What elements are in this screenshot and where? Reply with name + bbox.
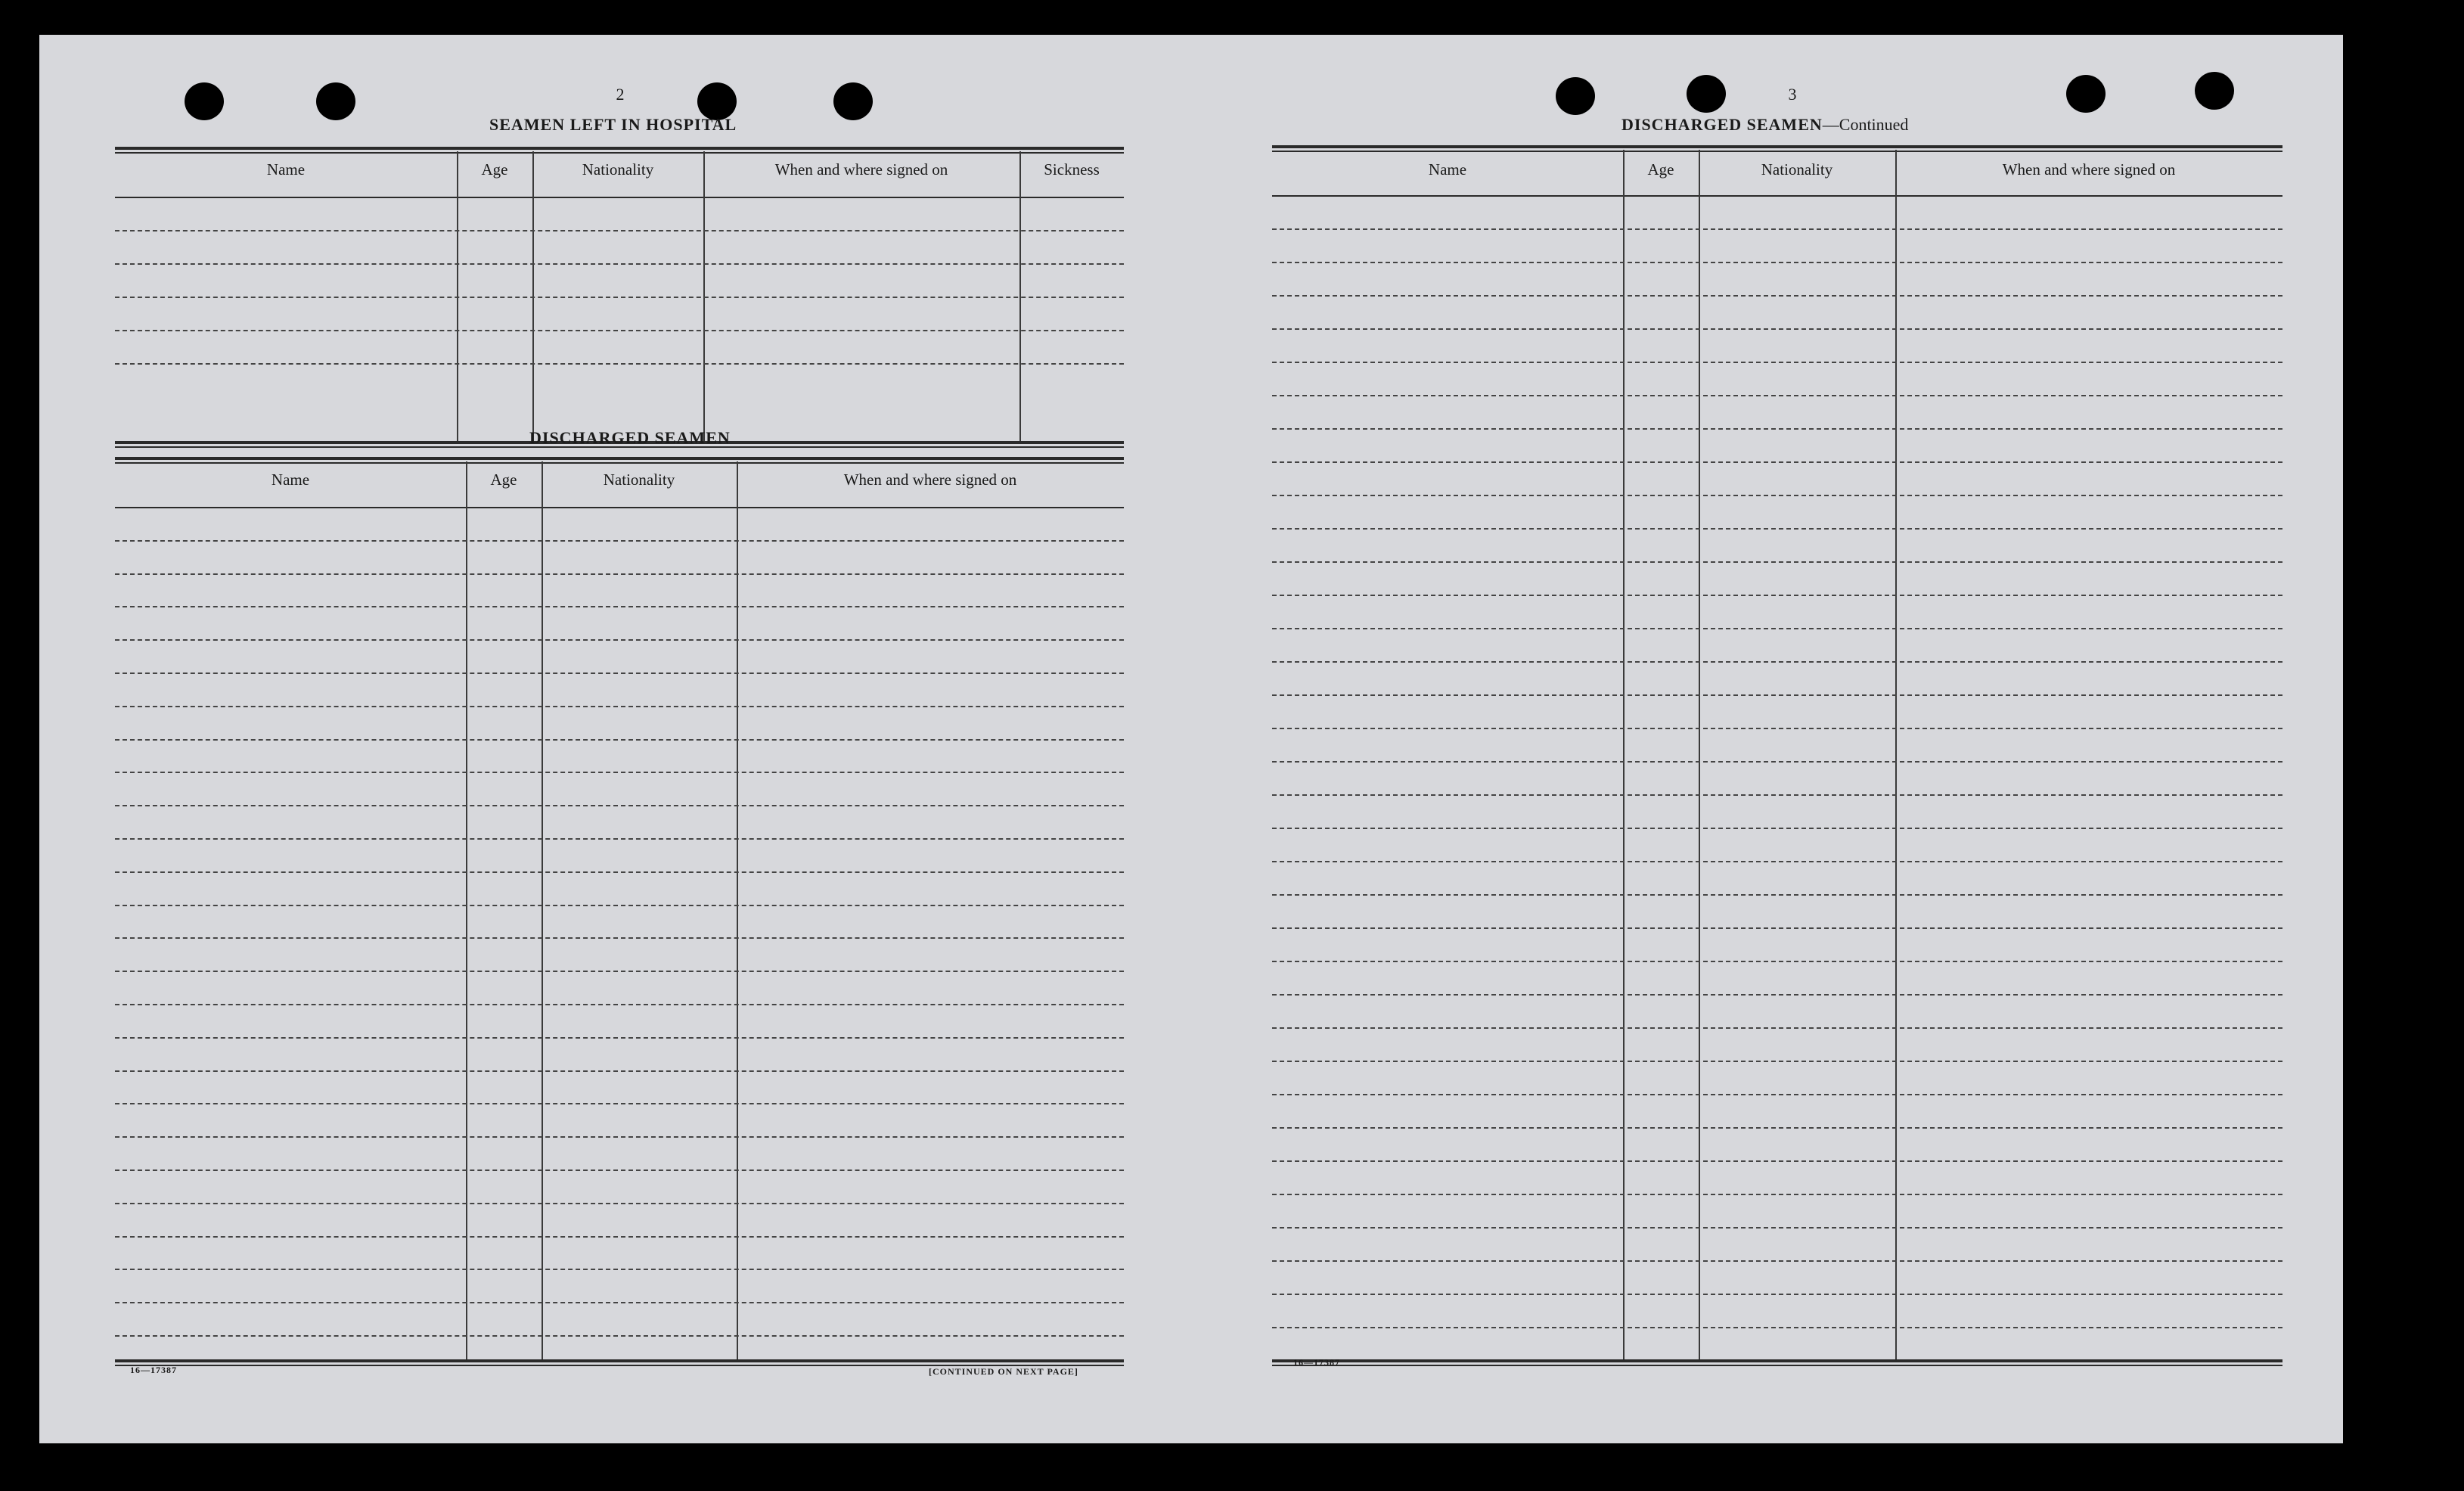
table-row	[115, 772, 1124, 773]
column-header: Age	[1647, 160, 1674, 179]
table-row	[1272, 461, 2282, 463]
table-row	[1272, 994, 2282, 996]
table-row	[1272, 1127, 2282, 1129]
table-row	[115, 673, 1124, 674]
table-row	[115, 639, 1124, 641]
table-bottom-rule	[1272, 1359, 2282, 1366]
punch-hole	[833, 82, 873, 120]
table-row	[1272, 1260, 2282, 1262]
table-row	[1272, 228, 2282, 230]
table-row	[1272, 728, 2282, 729]
punch-hole	[1556, 77, 1595, 115]
section-title-hospital: SEAMEN LEFT IN HOSPITAL	[489, 115, 737, 134]
column-divider	[542, 461, 543, 1362]
column-header: Sickness	[1044, 160, 1100, 179]
page-number: 3	[1788, 85, 1797, 104]
table-row	[115, 905, 1124, 906]
discharged-table	[115, 457, 1124, 1362]
table-row	[1272, 828, 2282, 829]
column-divider	[1623, 150, 1625, 1362]
column-header: When and where signed on	[774, 160, 948, 179]
table-row	[1272, 295, 2282, 297]
table-row	[1272, 694, 2282, 696]
table-row	[115, 330, 1124, 331]
form-sheet	[39, 35, 2343, 1443]
punch-hole	[185, 82, 224, 120]
form-number: 16—17387	[130, 1365, 177, 1375]
table-row	[1272, 395, 2282, 396]
table-row	[115, 363, 1124, 365]
table-row	[115, 971, 1124, 972]
punch-hole	[2066, 75, 2106, 113]
table-row	[1272, 595, 2282, 596]
table-row	[1272, 961, 2282, 962]
table-row	[115, 937, 1124, 939]
table-row	[115, 1103, 1124, 1104]
column-header: Nationality	[582, 160, 654, 179]
table-row	[1272, 561, 2282, 563]
table-row	[1272, 661, 2282, 663]
table-row	[115, 606, 1124, 607]
table-row	[1272, 1294, 2282, 1295]
column-header: Nationality	[603, 471, 675, 489]
table-row	[115, 263, 1124, 265]
column-header: Nationality	[1761, 160, 1833, 179]
column-header: Age	[490, 471, 517, 489]
column-header: Name	[266, 160, 306, 179]
table-bottom-rule	[115, 1359, 1124, 1366]
column-divider	[737, 461, 738, 1362]
table-row	[115, 573, 1124, 575]
table-row	[1272, 1327, 2282, 1328]
column-header: Name	[1428, 160, 1467, 179]
punch-hole	[316, 82, 355, 120]
header-rule	[1272, 195, 2282, 197]
table-row	[115, 1236, 1124, 1238]
table-row	[1272, 1027, 2282, 1029]
table-row	[115, 871, 1124, 873]
header-rule	[115, 507, 1124, 508]
column-header: When and where signed on	[2002, 160, 2176, 179]
table-row	[115, 1302, 1124, 1303]
table-top-rule	[115, 147, 1124, 154]
page-number: 2	[616, 85, 625, 104]
punch-hole	[2195, 72, 2234, 110]
section-title-discharged-continued	[1621, 115, 1908, 135]
table-row	[115, 230, 1124, 231]
table-row	[1272, 1061, 2282, 1062]
column-header: Name	[271, 471, 310, 489]
table-row	[1272, 1160, 2282, 1162]
table-row	[1272, 495, 2282, 496]
table-row	[115, 1136, 1124, 1138]
continued-note: [CONTINUED ON NEXT PAGE]	[929, 1366, 1078, 1377]
table-row	[115, 1269, 1124, 1270]
table-row	[115, 838, 1124, 840]
table-row	[1272, 528, 2282, 530]
table-row	[1272, 761, 2282, 763]
hospital-table	[115, 147, 1124, 443]
punch-hole	[1687, 75, 1726, 113]
table-row	[115, 1335, 1124, 1337]
column-divider	[1895, 150, 1897, 1362]
table-row	[1272, 794, 2282, 796]
form-number: 16—17387	[1293, 1357, 1340, 1368]
discharged-continued-table	[1272, 145, 2282, 1362]
column-divider	[466, 461, 467, 1362]
table-row	[115, 805, 1124, 806]
table-row	[115, 1203, 1124, 1204]
table-row	[1272, 428, 2282, 430]
table-row	[115, 1070, 1124, 1072]
table-row	[1272, 1194, 2282, 1195]
table-row	[115, 1170, 1124, 1171]
table-row	[115, 297, 1124, 298]
table-row	[1272, 262, 2282, 263]
table-row	[1272, 927, 2282, 929]
section-title-main: DISCHARGED SEAMEN	[1621, 115, 1823, 134]
table-row	[1272, 861, 2282, 862]
table-row	[115, 540, 1124, 542]
table-row	[115, 706, 1124, 707]
header-rule	[115, 197, 1124, 198]
table-row	[115, 739, 1124, 741]
column-divider	[1699, 150, 1700, 1362]
table-row	[1272, 1094, 2282, 1095]
table-row	[1272, 362, 2282, 363]
section-title-suffix: —Continued	[1822, 115, 1909, 134]
table-row	[1272, 628, 2282, 629]
section-title-discharged: DISCHARGED SEAMEN	[529, 428, 731, 447]
table-top-rule	[115, 457, 1124, 464]
table-row	[1272, 1227, 2282, 1229]
table-row	[115, 1004, 1124, 1005]
column-header: Age	[481, 160, 508, 179]
column-header: When and where signed on	[843, 471, 1017, 489]
table-top-rule	[1272, 145, 2282, 152]
table-row	[1272, 328, 2282, 330]
table-row	[115, 1037, 1124, 1039]
table-row	[1272, 894, 2282, 896]
